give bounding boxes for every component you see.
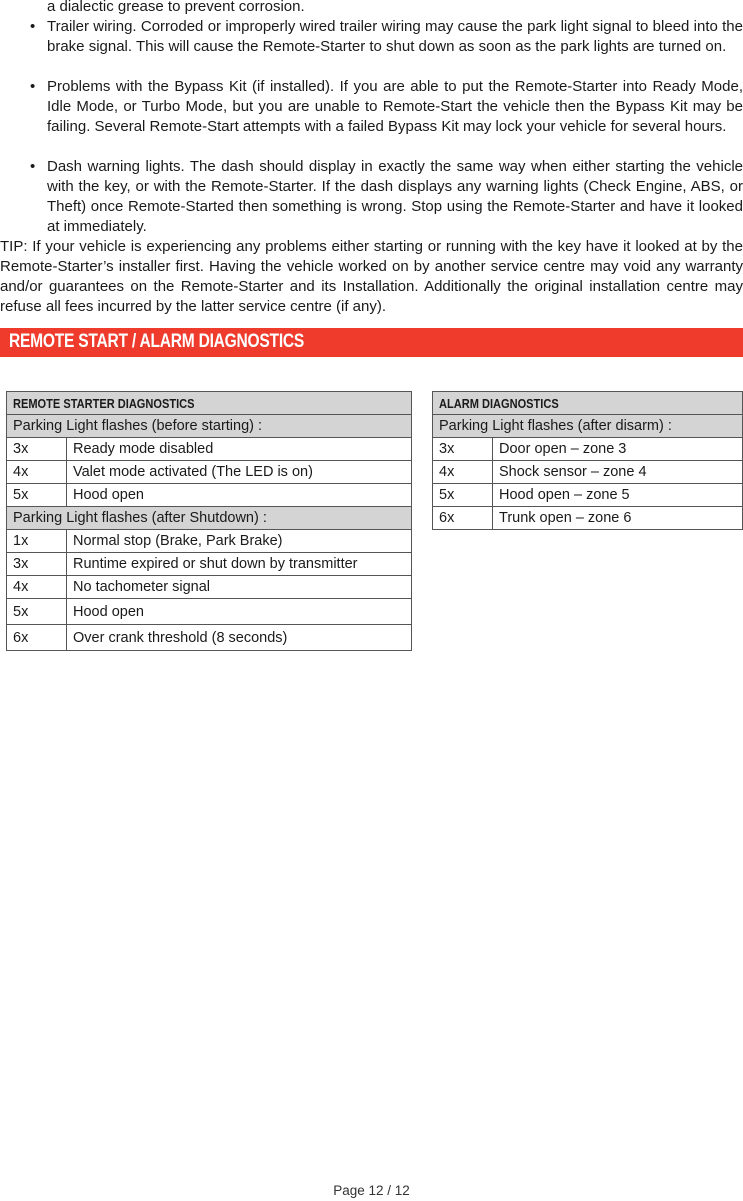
flash-count: 5x [433,484,493,507]
flash-count: 5x [7,599,67,625]
table-row [7,553,412,576]
table-title: ALARM DIAGNOSTICS [433,392,743,415]
bullet-text: Dash warning lights. The dash should display in exactly the same way when either starting the vehicle with the key, or with the Remote-Starter. If the dash displays any warning lights (Check Engine, ABS, or Theft) once Remote-Started then something is wrong. Stop using the Remote-Starter and have it looked at immediately. [47,158,743,235]
flash-description: Hood open [67,599,412,625]
flash-description: Normal stop (Brake, Park Brake) [67,530,412,553]
flash-count: 4x [7,576,67,599]
flash-count: 3x [7,438,67,461]
flash-description: Shock sensor – zone 4 [493,461,743,484]
table-row [7,625,412,651]
table-row [433,438,743,461]
table-subheader: Parking Light flashes (after Shutdown) : [7,507,412,530]
flash-count: 1x [7,530,67,553]
flash-count: 3x [7,553,67,576]
flash-description: Runtime expired or shut down by transmitter [67,553,412,576]
flash-description: Trunk open – zone 6 [493,507,743,530]
table-title: REMOTE STARTER DIAGNOSTICS [7,392,412,415]
flash-count: 4x [7,461,67,484]
flash-description: Hood open – zone 5 [493,484,743,507]
flash-description: Over crank threshold (8 seconds) [67,625,412,651]
table-row [7,484,412,507]
table-subheader: Parking Light flashes (after disarm) : [433,415,743,438]
remote-starter-diagnostics-table [6,391,412,651]
bullet-text: Trailer wiring. Corroded or improperly wired trailer wiring may cause the park light signal to bleed into the brake signal. This will cause the Remote-Starter to shut down as soon as the park lights are turned on. [47,18,743,55]
table-row [433,484,743,507]
flash-count: 6x [7,625,67,651]
flash-description: Ready mode disabled [67,438,412,461]
flash-description: No tachometer signal [67,576,412,599]
tip-paragraph: TIP: If your vehicle is experiencing any problems either starting or running with the key have it looked at by the Remote-Starter’s installer first. Having the vehicle worked on by another service centre may void any warranty and/or guarantees on the Remote-Starter and its Installation. Additionally the original installation centre may refuse all fees incurred by the latter service centre (if any). [0,238,743,315]
alarm-diagnostics-table [432,391,743,530]
flash-description: Hood open [67,484,412,507]
bullet-dot-icon: • [30,158,36,175]
table-row [433,507,743,530]
bullet-text: Problems with the Bypass Kit (if installed). If you are able to put the Remote-Starter into Ready Mode, Idle Mode, or Turbo Mode, but you are unable to Remote-Start the vehicle then the Bypass Kit may be failing. Several Remote-Start attempts with a failed Bypass Kit may lock your vehicle for several hours. [47,78,743,135]
bullet-dot-icon: • [30,78,36,95]
bullet-dot-icon: • [30,18,36,35]
intro-continuation: a dialectic grease to prevent corrosion. [47,0,305,15]
flash-count: 4x [433,461,493,484]
table-subheader: Parking Light flashes (before starting) : [7,415,412,438]
table-row [7,576,412,599]
section-title: REMOTE START / ALARM DIAGNOSTICS [9,331,305,352]
table-row [433,461,743,484]
table-row [7,530,412,553]
table-row [7,599,412,625]
table-row [7,461,412,484]
flash-count: 6x [433,507,493,530]
section-header-bar [0,328,743,357]
flash-count: 5x [7,484,67,507]
flash-description: Valet mode activated (The LED is on) [67,461,412,484]
flash-description: Door open – zone 3 [493,438,743,461]
flash-count: 3x [433,438,493,461]
page-number: Page 12 / 12 [333,1183,410,1198]
table-row [7,438,412,461]
